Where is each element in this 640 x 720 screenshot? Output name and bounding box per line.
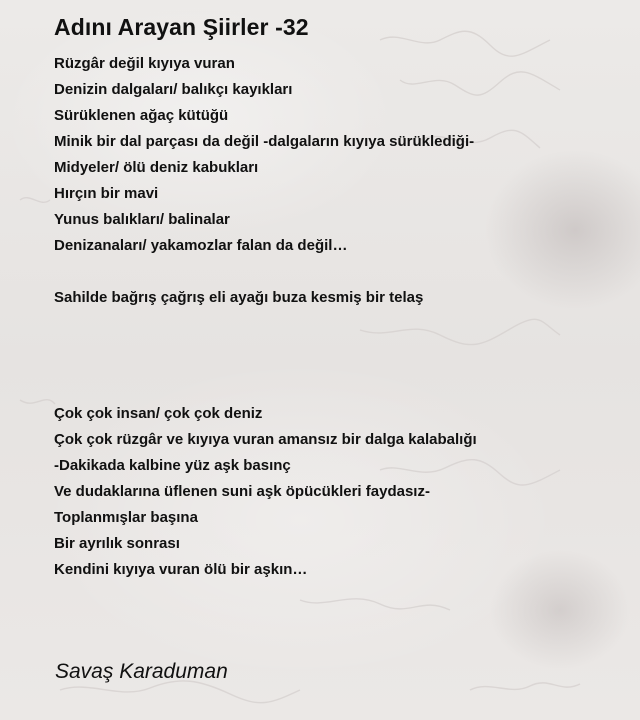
poem-line: Toplanmışlar başına: [54, 509, 198, 526]
poem-line: Hırçın bir mavi: [54, 185, 159, 202]
poem-line: Yunus balıkları/ balinalar: [54, 211, 230, 228]
poem-container: [54, 12, 624, 583]
poem-line: Denizin dalgaları/ balıkçı kayıkları: [54, 81, 293, 98]
poem-title: Adını Arayan Şiirler -32: [54, 14, 309, 40]
poem-line: Sahilde bağrış çağrış eli ayağı buza kesmiş bir telaş: [54, 289, 424, 306]
poem-line: Kendini kıyıya vuran ölü bir aşkın…: [54, 561, 308, 578]
poem-line: Bir ayrılık sonrası: [54, 535, 180, 552]
poem-line: Çok çok insan/ çok çok deniz: [54, 405, 263, 422]
poem-line: Rüzgâr değil kıyıya vuran: [54, 55, 235, 72]
poem-line: Sürüklenen ağaç kütüğü: [54, 107, 229, 124]
poem-line: Çok çok rüzgâr ve kıyıya vuran amansız bir dalga kalabalığı: [54, 431, 477, 448]
poem-line: Minik bir dal parçası da değil -dalgaların kıyıya sürüklediği-: [54, 133, 475, 150]
poem-line: Midyeler/ ölü deniz kabukları: [54, 159, 259, 176]
poem-line: Ve dudaklarına üflenen suni aşk öpücükleri faydasız-: [54, 483, 430, 500]
poem-line: -Dakikada kalbine yüz aşk basınç: [54, 457, 291, 474]
poem-author: Savaş Karaduman: [55, 660, 228, 683]
stanza-1: [54, 51, 624, 259]
stanza-3: [54, 401, 624, 583]
poem-line: Denizanaları/ yakamozlar falan da değil…: [54, 237, 348, 254]
stanza-2: [54, 285, 624, 311]
